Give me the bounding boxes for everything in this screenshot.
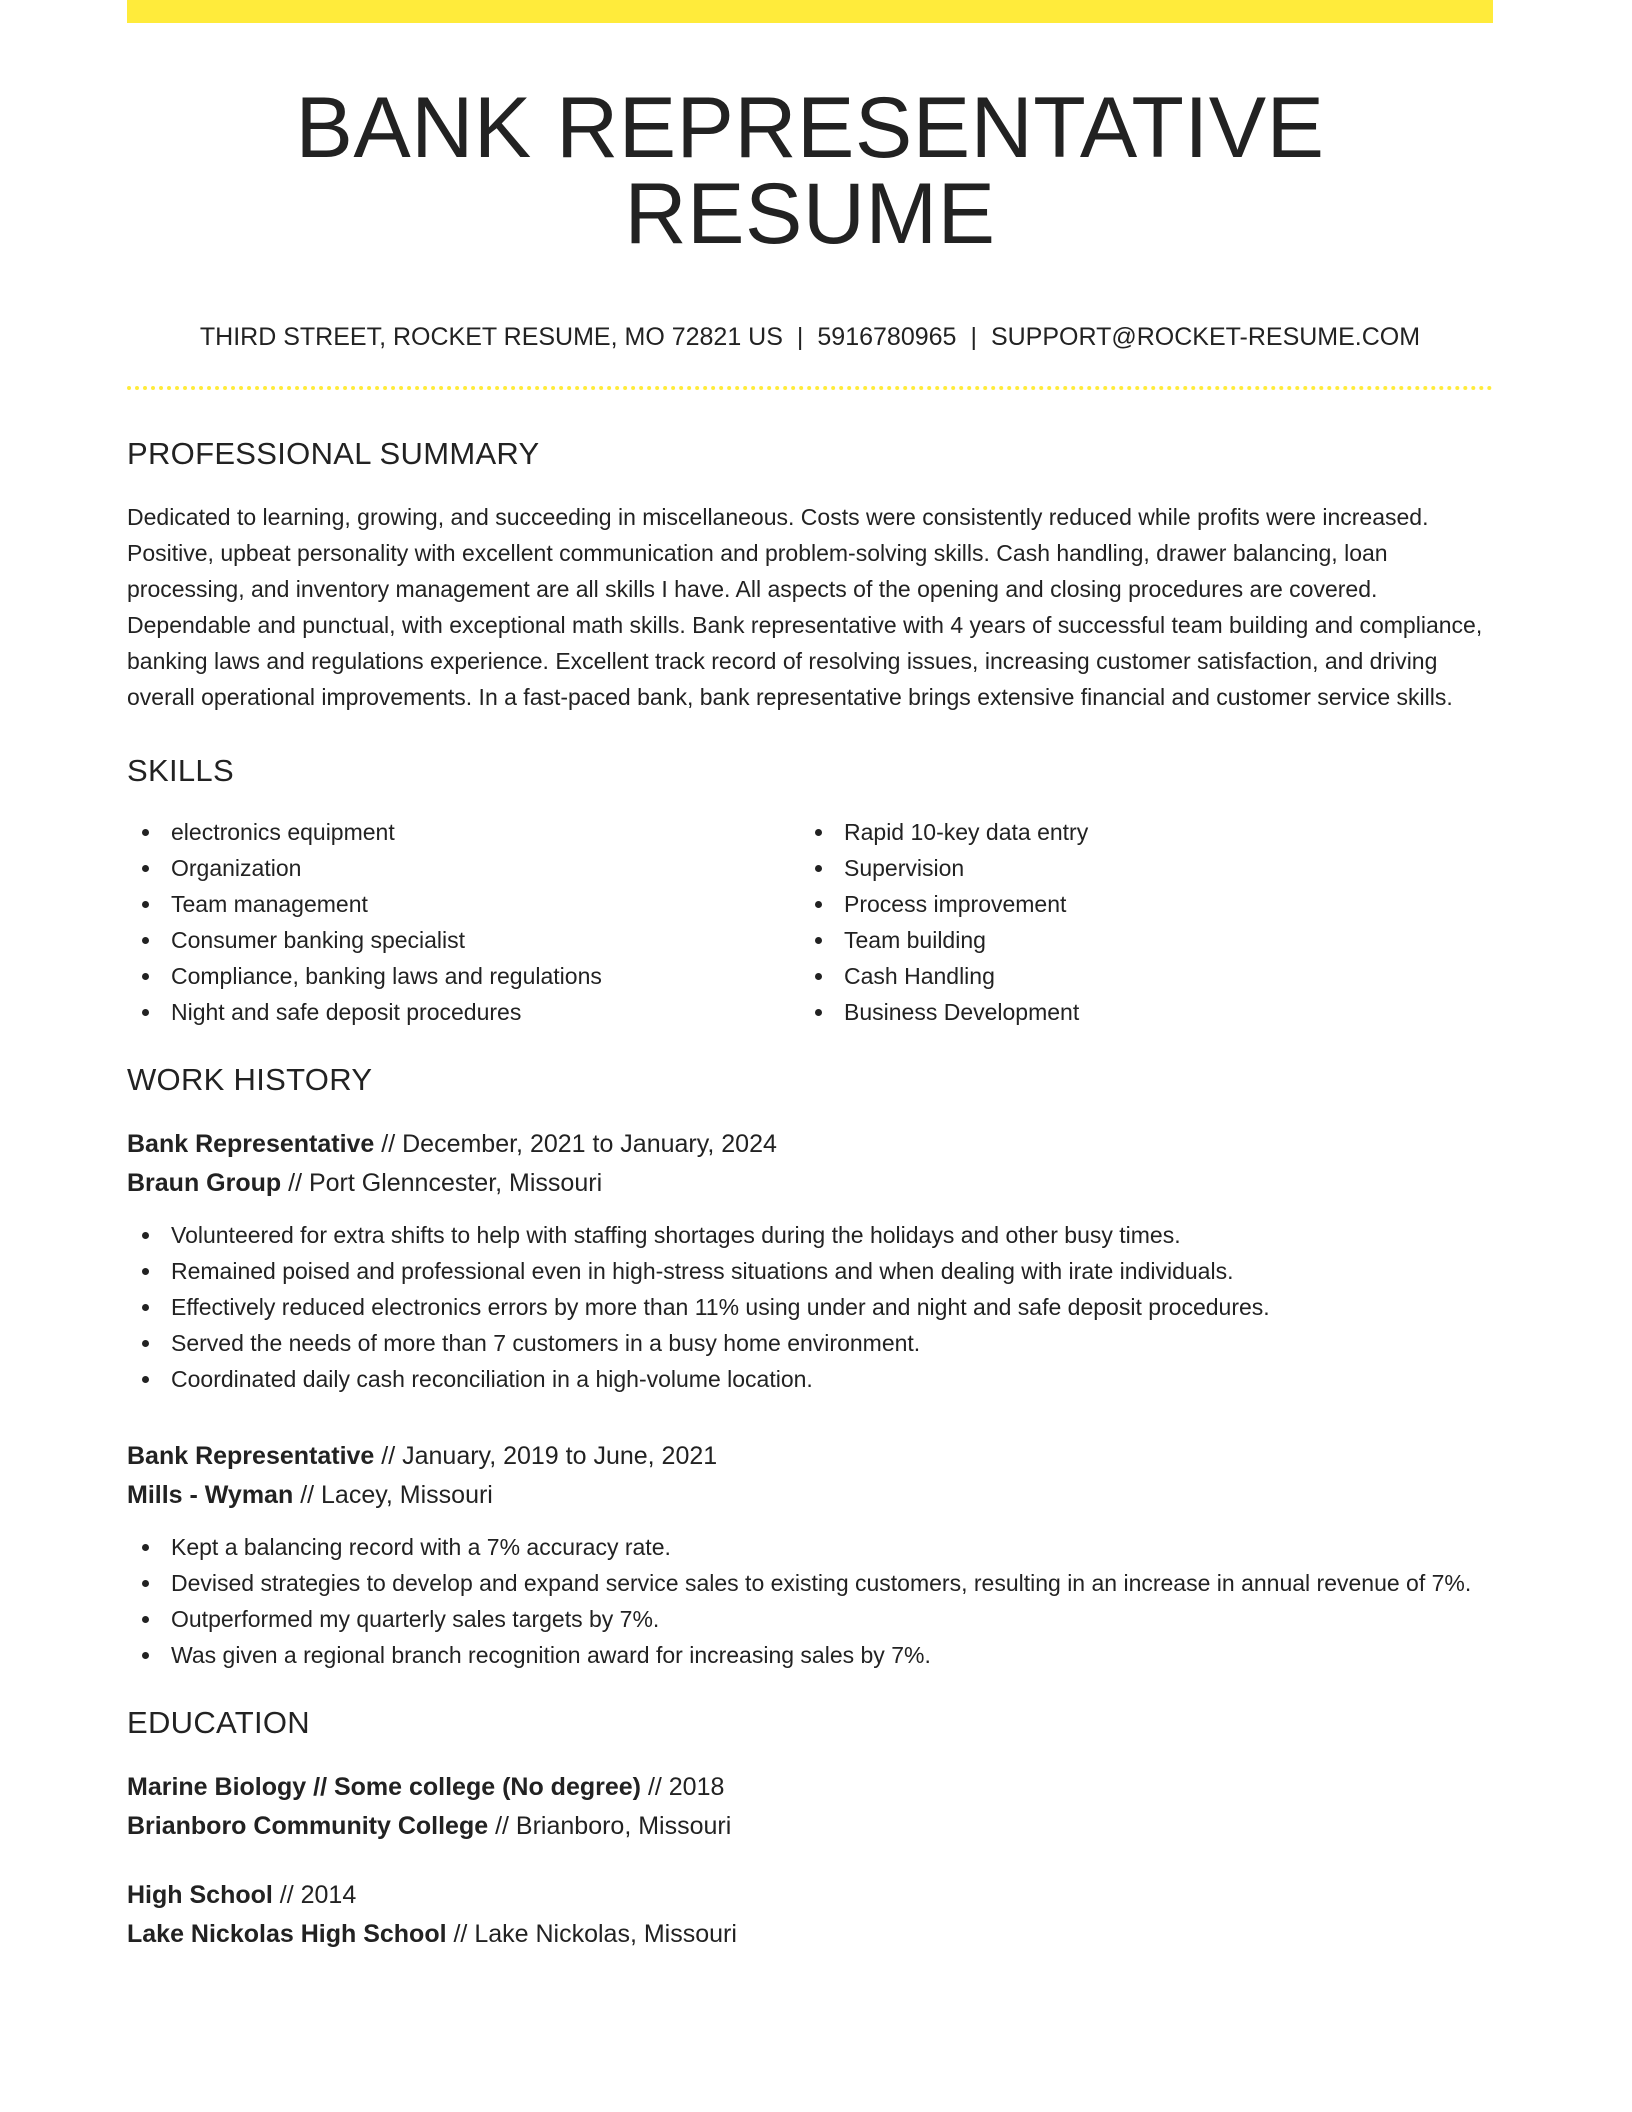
resume-title: BANK REPRESENTATIVE RESUME <box>295 80 1325 262</box>
job-bullet: Devised strategies to develop and expand service sales to existing customers, resulting in an increase in annual revenue of 7%. <box>127 1565 1493 1601</box>
job-bullet: Volunteered for extra shifts to help with staffing shortages during the holidays and other busy times. <box>127 1217 1493 1253</box>
skill-item: Cash Handling <box>800 958 1493 994</box>
job-company-line <box>127 1164 1493 1203</box>
job-role: Bank Representative <box>127 1130 375 1158</box>
contact-line <box>127 325 1493 350</box>
skill-item: Compliance, banking laws and regulations <box>127 958 800 994</box>
contact-separator: | <box>970 323 977 351</box>
job-dates: // December, 2021 to January, 2024 <box>374 1130 777 1158</box>
resume-page <box>127 0 1493 1954</box>
job-bullets <box>127 1529 1493 1673</box>
education-location: // Lake Nickolas, Missouri <box>446 1920 737 1948</box>
skills-heading: SKILLS <box>127 753 234 788</box>
contact-separator: | <box>796 323 804 351</box>
job-bullet: Kept a balancing record with a 7% accuracy rate. <box>127 1529 1493 1565</box>
job-title-line <box>127 1437 1493 1476</box>
top-accent-bar <box>127 0 1493 23</box>
education-entry <box>127 1768 1493 1846</box>
job-bullets <box>127 1217 1493 1397</box>
education-year: // 2018 <box>641 1773 725 1801</box>
education-location: // Brianboro, Missouri <box>488 1812 732 1840</box>
job-title-line <box>127 1125 1493 1164</box>
contact-email: SUPPORT@ROCKET-RESUME.COM <box>990 323 1421 351</box>
job-entry <box>127 1437 1493 1673</box>
skill-item: Business Development <box>800 994 1493 1030</box>
job-company: Braun Group <box>127 1169 282 1197</box>
job-location: // Lacey, Missouri <box>293 1481 493 1509</box>
education-school-line <box>127 1807 1493 1846</box>
skill-item: Consumer banking specialist <box>127 922 800 958</box>
job-role: Bank Representative <box>127 1442 375 1470</box>
contact-address: THIRD STREET, ROCKET RESUME, MO 72821 US <box>199 323 783 351</box>
job-bullet: Outperformed my quarterly sales targets by 7%. <box>127 1601 1493 1637</box>
skills-grid <box>127 814 1493 1030</box>
education-school: Brianboro Community College <box>127 1812 489 1840</box>
contact-phone: 5916780965 <box>817 323 957 351</box>
skill-item: Organization <box>127 850 800 886</box>
skills-left-list <box>127 814 800 1030</box>
skills-right-list <box>800 814 1493 1030</box>
job-bullet: Was given a regional branch recognition award for increasing sales by 7%. <box>127 1637 1493 1673</box>
job-location: // Port Glenncester, Missouri <box>281 1169 603 1197</box>
education-degree: High School <box>127 1881 273 1909</box>
summary-heading: PROFESSIONAL SUMMARY <box>127 436 540 471</box>
header-divider <box>127 386 1493 390</box>
education-degree: Marine Biology // Some college (No degree) <box>127 1773 641 1801</box>
summary-text: Dedicated to learning, growing, and succeeding in miscellaneous. Costs were consistently reduced while profits were increased. Positive, upbeat personality with excellent communication and problem-solving skills. Cash handling, drawer balancing, loan processing, and inventory management are all skills I have. All aspects of the opening and closing procedures are covered. Dependable and punctual, with exceptional math skills. Bank representative with 4 years of successful team building and compliance, banking laws and regulations experience. Excellent track record of resolving issues, increasing customer satisfaction, and driving overall operational improvements. In a fast-paced bank, bank representative brings extensive financial and customer service skills. <box>127 504 1483 710</box>
job-company: Mills - Wyman <box>127 1481 294 1509</box>
job-bullet: Coordinated daily cash reconciliation in a high-volume location. <box>127 1361 1493 1397</box>
education-school-line <box>127 1915 1493 1954</box>
job-entry <box>127 1125 1493 1397</box>
education-entry <box>127 1876 1493 1954</box>
job-bullet: Remained poised and professional even in high-stress situations and when dealing with irate individuals. <box>127 1253 1493 1289</box>
education-school: Lake Nickolas High School <box>127 1920 447 1948</box>
skill-item: Rapid 10-key data entry <box>800 814 1493 850</box>
job-bullet: Served the needs of more than 7 customers in a busy home environment. <box>127 1325 1493 1361</box>
education-heading: EDUCATION <box>127 1705 310 1740</box>
education-degree-line <box>127 1768 1493 1807</box>
job-bullet: Effectively reduced electronics errors by more than 11% using under and night and safe deposit procedures. <box>127 1289 1493 1325</box>
job-dates: // January, 2019 to June, 2021 <box>374 1442 718 1470</box>
skill-item: Supervision <box>800 850 1493 886</box>
education-year: // 2014 <box>272 1881 357 1909</box>
skill-item: Process improvement <box>800 886 1493 922</box>
skill-item: Night and safe deposit procedures <box>127 994 800 1030</box>
skill-item: Team management <box>127 886 800 922</box>
skill-item: Team building <box>800 922 1493 958</box>
skill-item: electronics equipment <box>127 814 800 850</box>
education-degree-line <box>127 1876 1493 1915</box>
job-company-line <box>127 1476 1493 1515</box>
work-history-heading: WORK HISTORY <box>127 1062 373 1097</box>
